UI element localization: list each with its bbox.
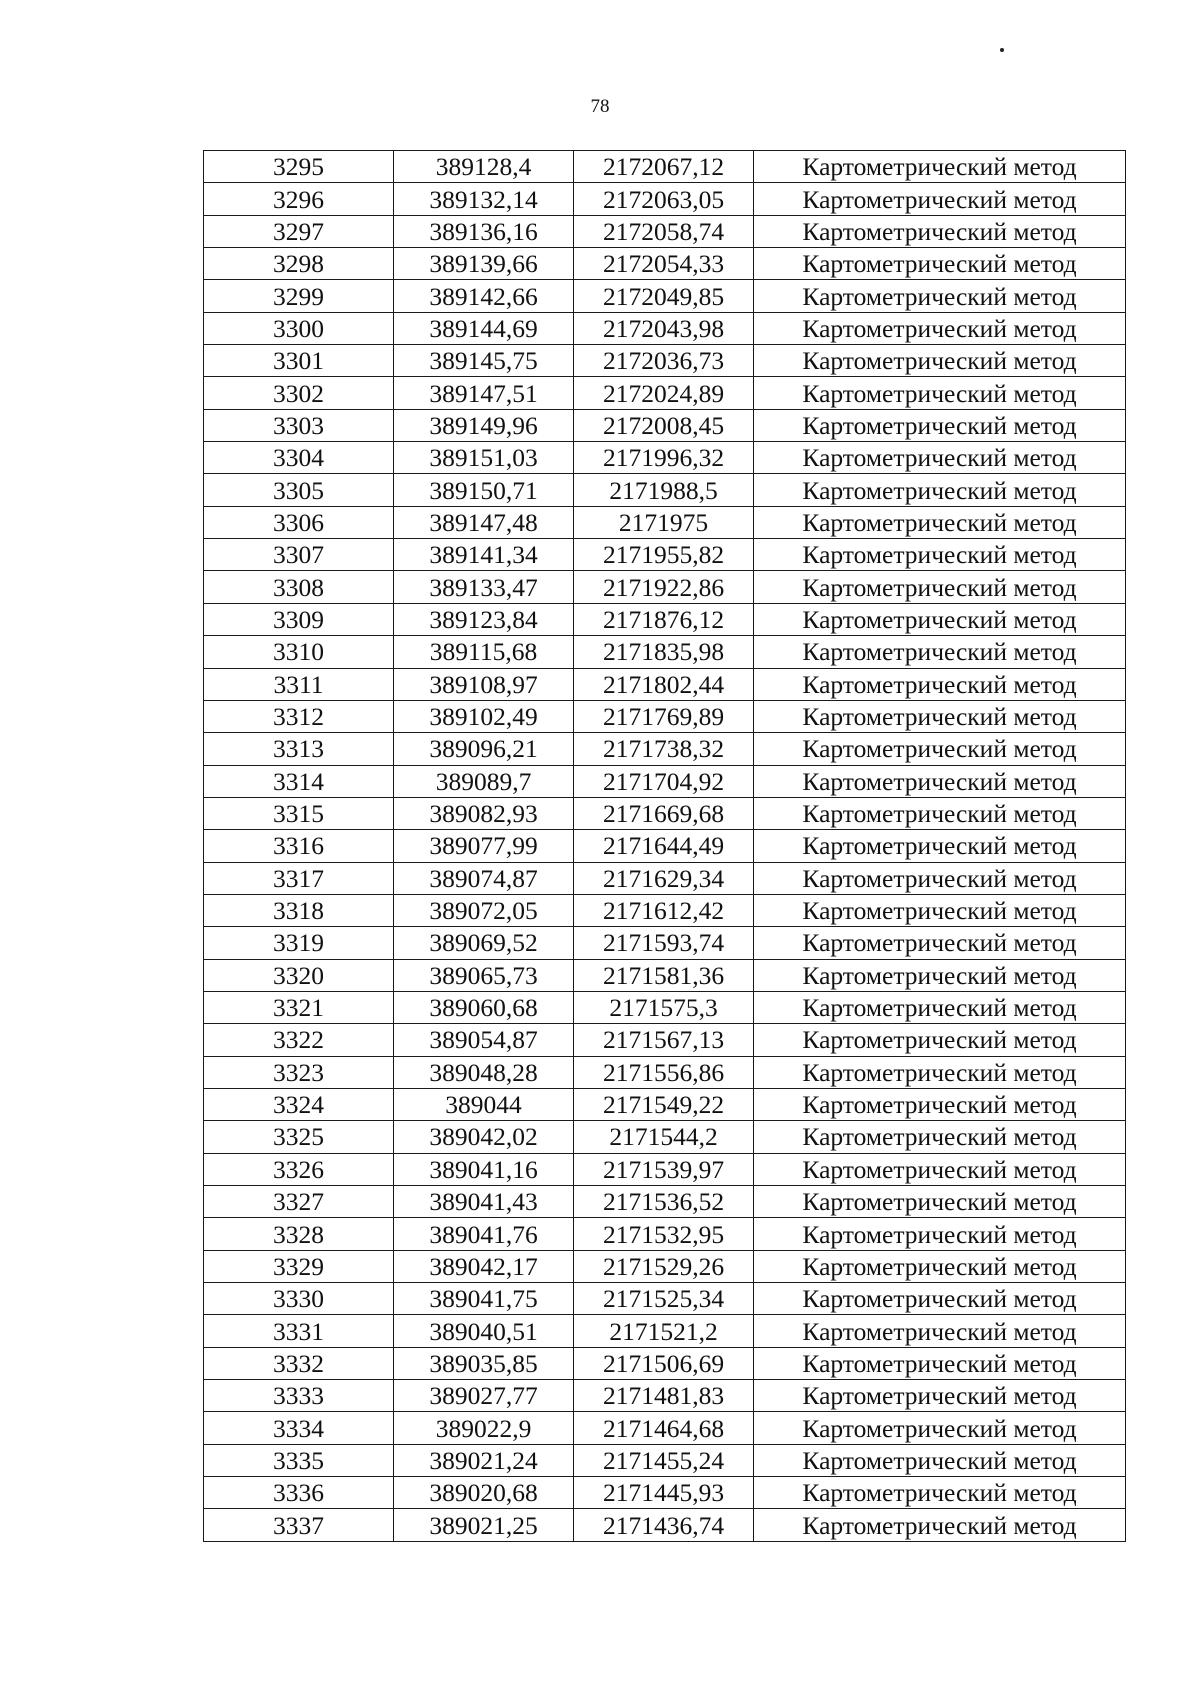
method-cell: Картометрический метод — [754, 377, 1126, 409]
table-row — [204, 215, 1126, 247]
y-coordinate-cell: 2171612,42 — [574, 894, 754, 926]
y-coordinate-cell: 2171536,52 — [574, 1186, 754, 1218]
point-number-cell: 3325 — [204, 1121, 394, 1153]
table-row — [204, 959, 1126, 991]
y-coordinate-cell: 2171556,86 — [574, 1056, 754, 1088]
point-number-cell: 3297 — [204, 215, 394, 247]
x-coordinate-cell: 389060,68 — [394, 991, 574, 1023]
x-coordinate-cell: 389065,73 — [394, 959, 574, 991]
method-cell: Картометрический метод — [754, 409, 1126, 441]
table-row — [204, 894, 1126, 926]
method-cell: Картометрический метод — [754, 345, 1126, 377]
method-cell: Картометрический метод — [754, 1186, 1126, 1218]
x-coordinate-cell: 389108,97 — [394, 668, 574, 700]
point-number-cell: 3324 — [204, 1088, 394, 1120]
table-row — [204, 1088, 1126, 1120]
x-coordinate-cell: 389021,25 — [394, 1509, 574, 1541]
x-coordinate-cell: 389123,84 — [394, 603, 574, 635]
method-cell: Картометрический метод — [754, 1380, 1126, 1412]
method-cell: Картометрический метод — [754, 1477, 1126, 1509]
point-number-cell: 3302 — [204, 377, 394, 409]
y-coordinate-cell: 2171704,92 — [574, 765, 754, 797]
method-cell: Картометрический метод — [754, 603, 1126, 635]
table-row — [204, 603, 1126, 635]
table-row — [204, 1477, 1126, 1509]
method-cell: Картометрический метод — [754, 991, 1126, 1023]
y-coordinate-cell: 2171529,26 — [574, 1250, 754, 1282]
y-coordinate-cell: 2171669,68 — [574, 797, 754, 829]
y-coordinate-cell: 2171975 — [574, 506, 754, 538]
table-row — [204, 700, 1126, 732]
point-number-cell: 3314 — [204, 765, 394, 797]
method-cell: Картометрический метод — [754, 474, 1126, 506]
point-number-cell: 3317 — [204, 862, 394, 894]
method-cell: Картометрический метод — [754, 151, 1126, 183]
x-coordinate-cell: 389054,87 — [394, 1024, 574, 1056]
x-coordinate-cell: 389042,02 — [394, 1121, 574, 1153]
x-coordinate-cell: 389147,51 — [394, 377, 574, 409]
table-row — [204, 280, 1126, 312]
table-row — [204, 1283, 1126, 1315]
y-coordinate-cell: 2171521,2 — [574, 1315, 754, 1347]
method-cell: Картометрический метод — [754, 1283, 1126, 1315]
y-coordinate-cell: 2171802,44 — [574, 668, 754, 700]
x-coordinate-cell: 389041,43 — [394, 1186, 574, 1218]
x-coordinate-cell: 389128,4 — [394, 151, 574, 183]
point-number-cell: 3300 — [204, 312, 394, 344]
x-coordinate-cell: 389035,85 — [394, 1347, 574, 1379]
x-coordinate-cell: 389147,48 — [394, 506, 574, 538]
method-cell: Картометрический метод — [754, 927, 1126, 959]
point-number-cell: 3323 — [204, 1056, 394, 1088]
x-coordinate-cell: 389042,17 — [394, 1250, 574, 1282]
y-coordinate-cell: 2171544,2 — [574, 1121, 754, 1153]
y-coordinate-cell: 2172008,45 — [574, 409, 754, 441]
method-cell: Картометрический метод — [754, 1444, 1126, 1476]
point-number-cell: 3310 — [204, 636, 394, 668]
method-cell: Картометрический метод — [754, 959, 1126, 991]
method-cell: Картометрический метод — [754, 1412, 1126, 1444]
table-row — [204, 1218, 1126, 1250]
y-coordinate-cell: 2171539,97 — [574, 1153, 754, 1185]
table-row — [204, 1121, 1126, 1153]
x-coordinate-cell: 389149,96 — [394, 409, 574, 441]
method-cell: Картометрический метод — [754, 248, 1126, 280]
method-cell: Картометрический метод — [754, 1218, 1126, 1250]
method-cell: Картометрический метод — [754, 862, 1126, 894]
y-coordinate-cell: 2171549,22 — [574, 1088, 754, 1120]
point-number-cell: 3318 — [204, 894, 394, 926]
table-row — [204, 474, 1126, 506]
x-coordinate-cell: 389151,03 — [394, 442, 574, 474]
y-coordinate-cell: 2172054,33 — [574, 248, 754, 280]
table-row — [204, 183, 1126, 215]
scan-speck — [1000, 48, 1004, 52]
method-cell: Картометрический метод — [754, 700, 1126, 732]
x-coordinate-cell: 389102,49 — [394, 700, 574, 732]
point-number-cell: 3328 — [204, 1218, 394, 1250]
y-coordinate-cell: 2171506,69 — [574, 1347, 754, 1379]
point-number-cell: 3326 — [204, 1153, 394, 1185]
y-coordinate-cell: 2171876,12 — [574, 603, 754, 635]
point-number-cell: 3298 — [204, 248, 394, 280]
table-row — [204, 1250, 1126, 1282]
y-coordinate-cell: 2171593,74 — [574, 927, 754, 959]
y-coordinate-cell: 2171955,82 — [574, 539, 754, 571]
table-row — [204, 1056, 1126, 1088]
point-number-cell: 3307 — [204, 539, 394, 571]
x-coordinate-cell: 389069,52 — [394, 927, 574, 959]
y-coordinate-cell: 2171769,89 — [574, 700, 754, 732]
point-number-cell: 3335 — [204, 1444, 394, 1476]
x-coordinate-cell: 389136,16 — [394, 215, 574, 247]
table-row — [204, 151, 1126, 183]
page-number: 78 — [590, 96, 610, 117]
y-coordinate-cell: 2171644,49 — [574, 830, 754, 862]
y-coordinate-cell: 2171464,68 — [574, 1412, 754, 1444]
table-row — [204, 1380, 1126, 1412]
method-cell: Картометрический метод — [754, 1315, 1126, 1347]
x-coordinate-cell: 389141,34 — [394, 539, 574, 571]
y-coordinate-cell: 2171581,36 — [574, 959, 754, 991]
x-coordinate-cell: 389020,68 — [394, 1477, 574, 1509]
x-coordinate-cell: 389074,87 — [394, 862, 574, 894]
point-number-cell: 3334 — [204, 1412, 394, 1444]
method-cell: Картометрический метод — [754, 1250, 1126, 1282]
method-cell: Картометрический метод — [754, 894, 1126, 926]
method-cell: Картометрический метод — [754, 733, 1126, 765]
table-row — [204, 248, 1126, 280]
y-coordinate-cell: 2171436,74 — [574, 1509, 754, 1541]
x-coordinate-cell: 389142,66 — [394, 280, 574, 312]
point-number-cell: 3311 — [204, 668, 394, 700]
y-coordinate-cell: 2171525,34 — [574, 1283, 754, 1315]
point-number-cell: 3296 — [204, 183, 394, 215]
method-cell: Картометрический метод — [754, 312, 1126, 344]
method-cell: Картометрический метод — [754, 765, 1126, 797]
x-coordinate-cell: 389082,93 — [394, 797, 574, 829]
method-cell: Картометрический метод — [754, 797, 1126, 829]
y-coordinate-cell: 2171567,13 — [574, 1024, 754, 1056]
y-coordinate-cell: 2172058,74 — [574, 215, 754, 247]
method-cell: Картометрический метод — [754, 830, 1126, 862]
x-coordinate-cell: 389048,28 — [394, 1056, 574, 1088]
table-row — [204, 1153, 1126, 1185]
point-number-cell: 3320 — [204, 959, 394, 991]
y-coordinate-cell: 2171445,93 — [574, 1477, 754, 1509]
method-cell: Картометрический метод — [754, 506, 1126, 538]
point-number-cell: 3312 — [204, 700, 394, 732]
point-number-cell: 3308 — [204, 571, 394, 603]
x-coordinate-cell: 389027,77 — [394, 1380, 574, 1412]
method-cell: Картометрический метод — [754, 1153, 1126, 1185]
x-coordinate-cell: 389041,76 — [394, 1218, 574, 1250]
method-cell: Картометрический метод — [754, 1121, 1126, 1153]
table-row — [204, 1412, 1126, 1444]
table-row — [204, 1509, 1126, 1541]
coordinates-table — [203, 150, 1126, 1542]
point-number-cell: 3332 — [204, 1347, 394, 1379]
coordinates-table-body — [204, 151, 1126, 1542]
y-coordinate-cell: 2171481,83 — [574, 1380, 754, 1412]
table-row — [204, 1315, 1126, 1347]
method-cell: Картометрический метод — [754, 539, 1126, 571]
point-number-cell: 3333 — [204, 1380, 394, 1412]
x-coordinate-cell: 389144,69 — [394, 312, 574, 344]
y-coordinate-cell: 2172024,89 — [574, 377, 754, 409]
y-coordinate-cell: 2171532,95 — [574, 1218, 754, 1250]
y-coordinate-cell: 2171922,86 — [574, 571, 754, 603]
x-coordinate-cell: 389133,47 — [394, 571, 574, 603]
y-coordinate-cell: 2171738,32 — [574, 733, 754, 765]
x-coordinate-cell: 389089,7 — [394, 765, 574, 797]
x-coordinate-cell: 389072,05 — [394, 894, 574, 926]
y-coordinate-cell: 2172036,73 — [574, 345, 754, 377]
point-number-cell: 3301 — [204, 345, 394, 377]
y-coordinate-cell: 2172043,98 — [574, 312, 754, 344]
point-number-cell: 3313 — [204, 733, 394, 765]
table-row — [204, 668, 1126, 700]
y-coordinate-cell: 2171835,98 — [574, 636, 754, 668]
point-number-cell: 3322 — [204, 1024, 394, 1056]
point-number-cell: 3303 — [204, 409, 394, 441]
y-coordinate-cell: 2171629,34 — [574, 862, 754, 894]
table-row — [204, 377, 1126, 409]
x-coordinate-cell: 389132,14 — [394, 183, 574, 215]
y-coordinate-cell: 2171996,32 — [574, 442, 754, 474]
x-coordinate-cell: 389145,75 — [394, 345, 574, 377]
table-row — [204, 345, 1126, 377]
method-cell: Картометрический метод — [754, 1347, 1126, 1379]
y-coordinate-cell: 2171988,5 — [574, 474, 754, 506]
method-cell: Картометрический метод — [754, 1024, 1126, 1056]
x-coordinate-cell: 389044 — [394, 1088, 574, 1120]
x-coordinate-cell: 389022,9 — [394, 1412, 574, 1444]
table-row — [204, 927, 1126, 959]
x-coordinate-cell: 389115,68 — [394, 636, 574, 668]
point-number-cell: 3319 — [204, 927, 394, 959]
point-number-cell: 3299 — [204, 280, 394, 312]
y-coordinate-cell: 2172063,05 — [574, 183, 754, 215]
point-number-cell: 3331 — [204, 1315, 394, 1347]
table-row — [204, 830, 1126, 862]
table-row — [204, 409, 1126, 441]
method-cell: Картометрический метод — [754, 215, 1126, 247]
table-row — [204, 1347, 1126, 1379]
point-number-cell: 3327 — [204, 1186, 394, 1218]
method-cell: Картометрический метод — [754, 636, 1126, 668]
table-row — [204, 312, 1126, 344]
table-row — [204, 1444, 1126, 1476]
point-number-cell: 3304 — [204, 442, 394, 474]
table-row — [204, 636, 1126, 668]
table-row — [204, 765, 1126, 797]
point-number-cell: 3337 — [204, 1509, 394, 1541]
point-number-cell: 3316 — [204, 830, 394, 862]
table-row — [204, 862, 1126, 894]
point-number-cell: 3305 — [204, 474, 394, 506]
method-cell: Картометрический метод — [754, 183, 1126, 215]
y-coordinate-cell: 2172049,85 — [574, 280, 754, 312]
table-row — [204, 733, 1126, 765]
point-number-cell: 3315 — [204, 797, 394, 829]
point-number-cell: 3295 — [204, 151, 394, 183]
point-number-cell: 3336 — [204, 1477, 394, 1509]
table-row — [204, 1186, 1126, 1218]
point-number-cell: 3306 — [204, 506, 394, 538]
x-coordinate-cell: 389096,21 — [394, 733, 574, 765]
x-coordinate-cell: 389021,24 — [394, 1444, 574, 1476]
table-row — [204, 571, 1126, 603]
x-coordinate-cell: 389040,51 — [394, 1315, 574, 1347]
table-row — [204, 1024, 1126, 1056]
method-cell: Картометрический метод — [754, 1509, 1126, 1541]
method-cell: Картометрический метод — [754, 1088, 1126, 1120]
table-row — [204, 991, 1126, 1023]
y-coordinate-cell: 2171575,3 — [574, 991, 754, 1023]
table-row — [204, 539, 1126, 571]
method-cell: Картометрический метод — [754, 1056, 1126, 1088]
point-number-cell: 3321 — [204, 991, 394, 1023]
y-coordinate-cell: 2172067,12 — [574, 151, 754, 183]
method-cell: Картометрический метод — [754, 571, 1126, 603]
point-number-cell: 3309 — [204, 603, 394, 635]
y-coordinate-cell: 2171455,24 — [574, 1444, 754, 1476]
x-coordinate-cell: 389077,99 — [394, 830, 574, 862]
method-cell: Картометрический метод — [754, 442, 1126, 474]
x-coordinate-cell: 389150,71 — [394, 474, 574, 506]
x-coordinate-cell: 389041,16 — [394, 1153, 574, 1185]
point-number-cell: 3330 — [204, 1283, 394, 1315]
method-cell: Картометрический метод — [754, 280, 1126, 312]
table-row — [204, 442, 1126, 474]
x-coordinate-cell: 389139,66 — [394, 248, 574, 280]
method-cell: Картометрический метод — [754, 668, 1126, 700]
table-row — [204, 797, 1126, 829]
table-row — [204, 506, 1126, 538]
point-number-cell: 3329 — [204, 1250, 394, 1282]
x-coordinate-cell: 389041,75 — [394, 1283, 574, 1315]
